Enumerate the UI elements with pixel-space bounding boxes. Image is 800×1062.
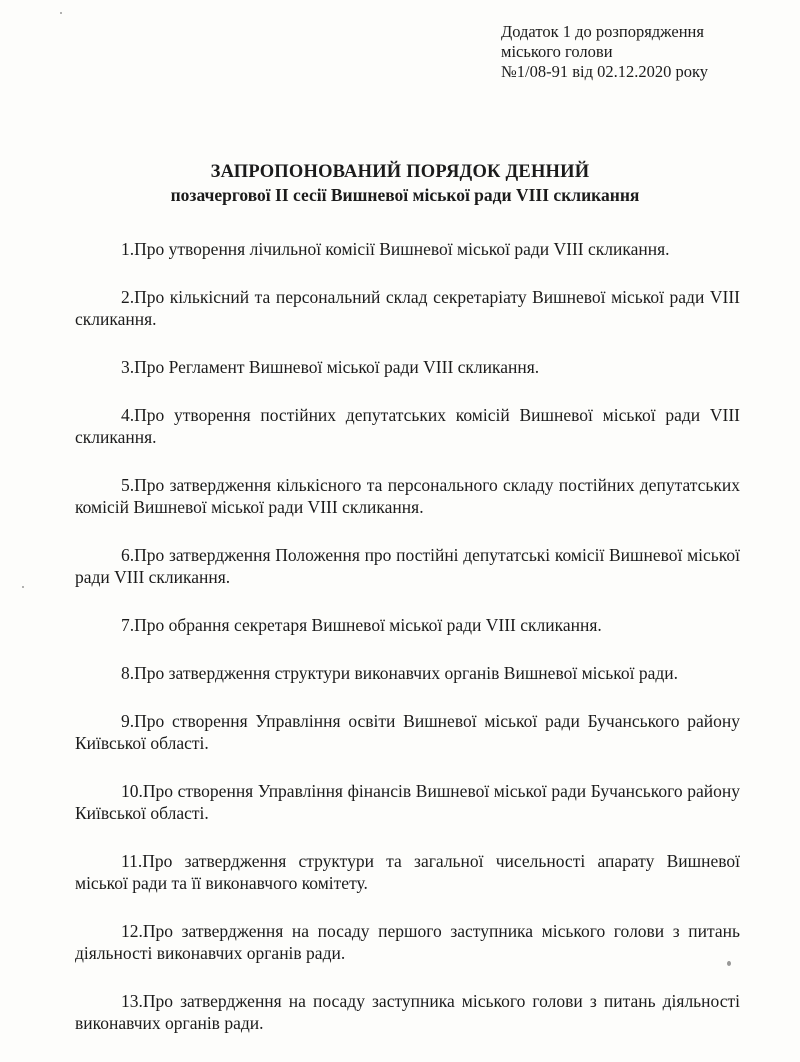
agenda-item-9: 9.Про створення Управління освіти Вишневої міської ради Бучанського району Київської області. [75,711,740,753]
title-main: ЗАПРОПОНОВАНИЙ ПОРЯДОК ДЕННИЙ [210,162,590,182]
agenda-item-2: 2.Про кількісний та персональний склад секретаріату Вишневої міської ради VIII скликання. [75,287,740,329]
agenda-list [75,238,740,1060]
agenda-item-8: 8.Про затвердження структури виконавчих органів Вишневої міської ради. [121,663,679,683]
scan-speck [60,12,62,14]
attachment-line-1: Додаток 1 до розпорядження [501,22,704,41]
scan-speck [22,586,24,588]
title-subtitle: позачергової II сесії Вишневої міської ради VIII скликання [170,185,640,205]
agenda-item-6: 6.Про затвердження Положення про постійні депутатські комісії Вишневої міської ради VIII скликання. [75,545,740,587]
agenda-item-11: 11.Про затвердження структури та загальної чисельності апарату Вишневої міської ради та її виконавчого комітету. [75,851,740,893]
attachment-note [501,22,791,82]
agenda-item-3: 3.Про Регламент Вишневої міської ради VIII скликання. [121,357,540,377]
agenda-item-7: 7.Про обрання секретаря Вишневої міської ради VIII скликання. [121,615,602,635]
agenda-item-1: 1.Про утворення лічильної комісії Вишневої міської ради VIII скликання. [121,239,670,259]
document-title [0,160,800,206]
agenda-item-13: 13.Про затвердження на посаду заступника міського голови з питань діяльності виконавчих органів ради. [75,991,740,1033]
agenda-item-4: 4.Про утворення постійних депутатських комісій Вишневої міської ради VIII скликання. [75,405,740,447]
attachment-line-3: №1/08-91 від 02.12.2020 року [501,62,708,81]
agenda-item-10: 10.Про створення Управління фінансів Вишневої міської ради Бучанського району Київської області. [75,781,740,823]
scan-speck [727,961,731,966]
attachment-line-2: міського голови [501,42,613,61]
agenda-item-5: 5.Про затвердження кількісного та персонального складу постійних депутатських комісій Вишневої міської ради VIII скликання. [75,475,740,517]
agenda-item-12: 12.Про затвердження на посаду першого заступника міського голови з питань діяльності виконавчих органів ради. [75,921,740,963]
